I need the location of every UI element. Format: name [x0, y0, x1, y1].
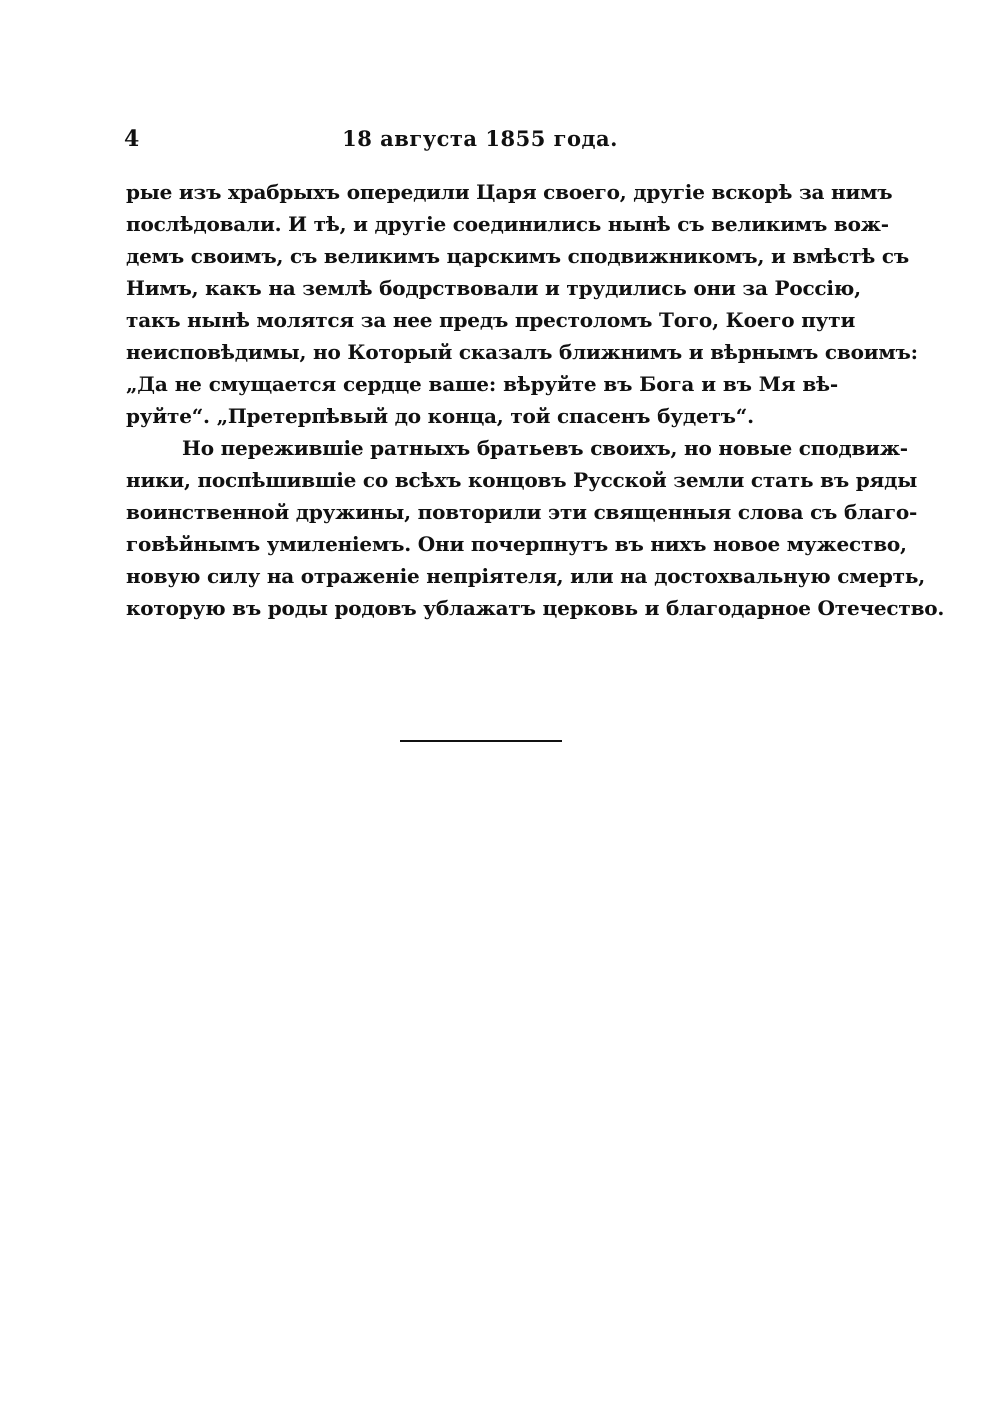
text-line: неисповѣдимы, но Который сказалъ ближнимъ и вѣрнымъ своимъ:: [126, 340, 918, 364]
running-head: 18 августа 1855 года.: [342, 126, 618, 151]
text-line: новую силу на отраженіе непріятеля, или на достохвальную смерть,: [126, 564, 926, 588]
text-line: демъ своимъ, съ великимъ царскимъ сподвижникомъ, и вмѣстѣ съ: [126, 244, 910, 268]
text-line: руйте“. „Претерпѣвый до конца, той спасенъ будетъ“.: [126, 404, 754, 428]
paragraph-first-line: Но пережившіе ратныхъ братьевъ своихъ, но новые сподвиж-: [182, 436, 908, 460]
text-line: послѣдовали. И тѣ, и другіе соединились нынѣ съ великимъ вож-: [126, 212, 889, 236]
text-line: „Да не смущается сердце ваше: вѣруйте въ Бога и въ Мя вѣ-: [126, 372, 838, 396]
text-line: ники, поспѣшившіе со всѣхъ концовъ Русской земли стать въ ряды: [126, 468, 918, 492]
text-line: рые изъ храбрыхъ опередили Царя своего, другіе вскорѣ за нимъ: [126, 180, 893, 204]
section-end-rule: [400, 740, 562, 742]
text-line: говѣйнымъ умиленіемъ. Они почерпнутъ въ нихъ новое мужество,: [126, 532, 907, 556]
text-line: воинственной дружины, повторили эти священныя слова съ благо-: [126, 500, 918, 524]
body-text: [126, 176, 945, 624]
text-line: такъ нынѣ молятся за нее предъ престоломъ Того, Коего пути: [126, 308, 856, 332]
page-number: 4: [124, 126, 140, 152]
text-line: Нимъ, какъ на землѣ бодрствовали и трудились они за Россію,: [126, 276, 861, 300]
text-line: которую въ роды родовъ ублажатъ церковь и благодарное Отечество.: [126, 596, 945, 620]
